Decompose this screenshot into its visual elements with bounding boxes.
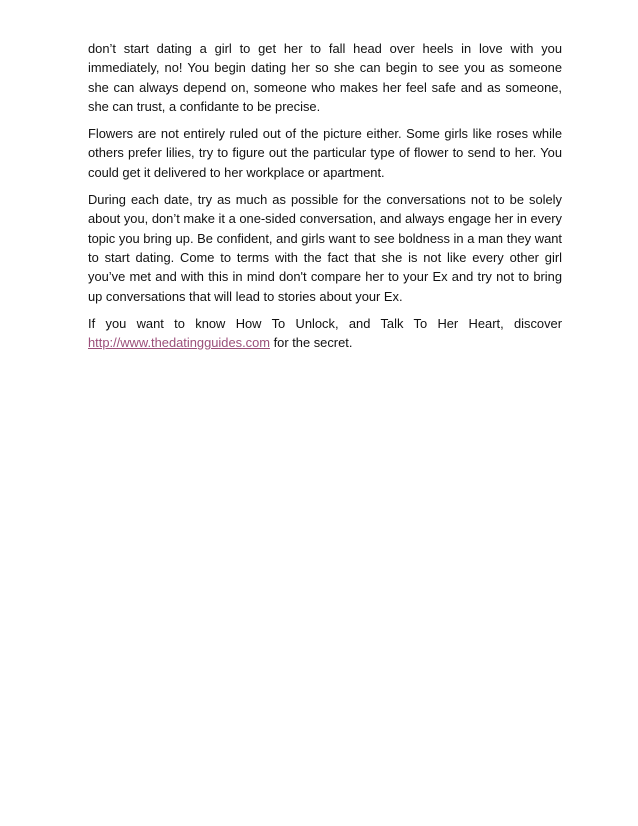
paragraph-2: Flowers are not entirely ruled out of the picture either. Some girls like roses while others prefer lilies, try to figure out the particular type of flower to send to her. You could get it delivered to her workplace or apartment. bbox=[88, 126, 562, 180]
paragraph-4-text-before: If you want to know How To Unlock, and Talk To Her Heart, discover bbox=[88, 315, 562, 331]
paragraph-3: During each date, try as much as possible for the conversations not to be solely about you, don’t make it a one-sided conversation, and always engage her in every topic you bring up. Be confident, and girls want to see boldness in a man they want to start dating. Come to terms with the fact that she is not like every other girl you’ve met and with this in mind don't compare her to your Ex and try not to bring up conversations that will lead to stories about your Ex. bbox=[88, 192, 562, 304]
website-link[interactable]: http://www.thedatingguides.com bbox=[88, 335, 271, 351]
document-body bbox=[88, 39, 562, 360]
paragraph-1: don’t start dating a girl to get her to fall head over heels in love with you immediately, no! You begin dating her so she can begin to see you as someone she can always depend on, someone who makes her feel safe and as someone, she can trust, a confidante to be precise. bbox=[88, 41, 562, 114]
paragraph-4-text-after: for the secret. bbox=[270, 335, 353, 351]
paragraph-4 bbox=[88, 314, 562, 353]
